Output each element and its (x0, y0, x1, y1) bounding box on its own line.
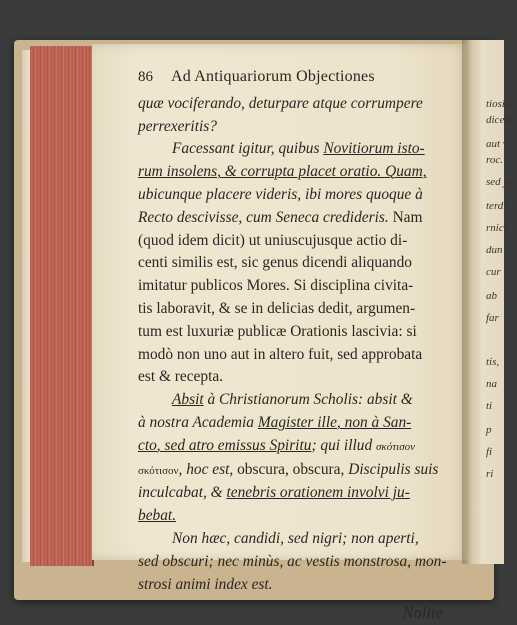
text-line: Non hæc, candidi, sed nigri; non aperti, (172, 529, 419, 547)
margin-fragment: roc. (486, 154, 504, 166)
gutter-shadow (462, 40, 472, 564)
running-header (138, 66, 443, 89)
running-title: Ad Antiquariorum Objectiones (171, 68, 375, 85)
catchword: Nolite (402, 603, 443, 623)
margin-fragment: ti (486, 400, 493, 412)
text-line: est & recepta. (138, 368, 224, 386)
text-line: imitatur publicos Mores. Si disciplina civita- (138, 277, 414, 295)
text-line: σκότισον, hoc est, obscura, obscura, Discipulis suis (138, 460, 439, 478)
margin-fragment: dun (486, 244, 503, 256)
margin-fragment: ri (486, 468, 494, 480)
text-line: bebat. (138, 507, 177, 525)
margin-fragment: dicend (486, 114, 516, 126)
margin-fragment: fi (486, 446, 493, 458)
text-line: sed obscuri; nec minùs, ac vestis monstrosa, mon- (138, 552, 447, 570)
margin-fragment: cur (486, 266, 501, 278)
text-line: Recto descivisse, cum Seneca credideris. Nam (138, 208, 423, 226)
margin-fragment: sed je (486, 176, 512, 188)
margin-fragment: aut v (486, 138, 508, 150)
text-line: à nostra Academia Magister ille, non à San- (138, 413, 412, 431)
greek-word: σκότισον (138, 464, 179, 477)
text-line: Absit à Christianorum Scholis: absit & (172, 391, 413, 409)
margin-fragment: na (486, 378, 497, 390)
red-page-edges (30, 46, 94, 566)
text-line: Facessant igitur, quibus Novitiorum isto- (172, 140, 425, 158)
text-line: ubicunque placere videris, ibi mores quoque à (138, 185, 423, 203)
text-line: strosi animi index est. (138, 575, 273, 593)
text-line: quæ vociferando, deturpare atque corrumpere (138, 94, 423, 112)
text-line: (quod idem dicit) ut uniuscujusque actio di- (138, 231, 408, 249)
text-line: tis laboravit, & se in delicias dedit, argumen- (138, 299, 416, 317)
page-text (138, 66, 447, 625)
greek-word: σκότισον (376, 440, 416, 453)
text-line: tum est luxuriæ publicæ Orationis lascivia: si (138, 322, 417, 340)
margin-fragment: p (486, 424, 492, 436)
text-line: modò non uno aut in altero fuit, sed approbata (138, 345, 423, 363)
text-line: perrexeritis? (138, 117, 217, 135)
margin-fragment: terdi (486, 200, 507, 212)
margin-fragment: tis, (486, 356, 500, 368)
margin-fragment: ab (486, 290, 497, 302)
margin-fragment: tiosissi (486, 98, 517, 110)
text-line: centi similis est, sic genus dicendi aliquando (138, 254, 412, 272)
text-line: cto, sed atro emissus Spiritu; qui illud σκότισον (138, 436, 416, 454)
page-number: 86 (138, 69, 153, 85)
text-line: inculcabat, & tenebris orationem involvi ju- (138, 484, 410, 502)
margin-fragment: far (486, 312, 499, 324)
margin-fragment: rnica (486, 222, 510, 234)
text-line: rum insolens, & corrupta placet oratio. Quam, (138, 163, 427, 181)
